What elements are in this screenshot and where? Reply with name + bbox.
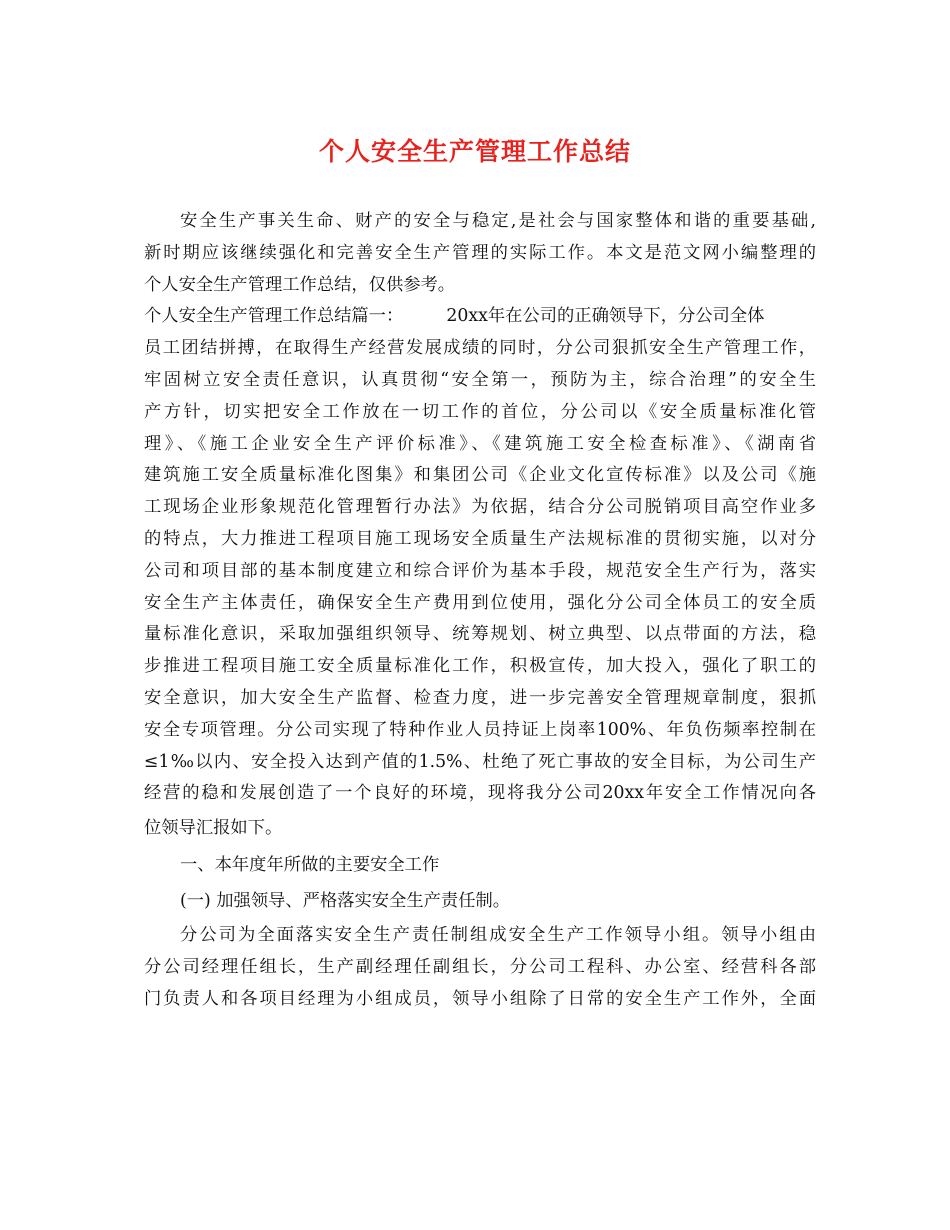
paragraph-line: 经营的稳和发展创造了一个良好的环境，现将我分公司20xx年安全工作情况向各: [144, 783, 816, 804]
document-body: [144, 206, 816, 1015]
paragraph-line: 步推进工程项目施工安全质量标准化工作，积极宣传，加大投入，强化了职工的: [144, 656, 816, 677]
paragraph-line: 的特点，大力推进工程项目施工现场安全质量生产法规标准的贯彻实施，以对分: [144, 528, 816, 549]
paragraph-line: 位领导汇报如下。: [144, 818, 283, 839]
paragraph-line: 门负责人和各项目经理为小组成员，领导小组除了日常的安全生产工作外，全面: [144, 988, 816, 1009]
paragraph-line: 员工团结拼搏，在取得生产经营发展成绩的同时，分公司狠抓安全生产管理工作，: [144, 338, 816, 359]
paragraph-line: 安全专项管理。分公司实现了特种作业人员持证上岗率100%、年负伤频率控制在: [144, 719, 816, 740]
section-heading-line: 个人安全生产管理工作总结篇一： 20xx年在公司的正确领导下，分公司全体: [144, 306, 765, 327]
paragraph-line: 工现场企业形象规范化管理暂行办法》为依据，结合分公司脱销项目高空作业多: [144, 497, 816, 518]
paragraph-line: 量标准化意识，采取加强组织领导、统筹规划、树立典型、以点带面的方法，稳: [144, 624, 816, 645]
paragraph-line: 新时期应该继续强化和完善安全生产管理的实际工作。本文是范文网小编整理的: [144, 242, 816, 263]
paragraph-line: 理》、《施工企业安全生产评价标准》、《建筑施工安全检查标准》、《湖南省: [144, 433, 816, 454]
paragraph-line: 牢固树立安全责任意识，认真贯彻“安全第一，预防为主，综合治理”的安全生: [144, 369, 816, 390]
paragraph-line: 安全生产主体责任，确保安全生产费用到位使用，强化分公司全体员工的安全质: [144, 592, 816, 613]
subsection-heading: (一) 加强领导、严格落实安全生产责任制。: [180, 891, 511, 912]
paragraph-line: 建筑施工安全质量标准化图集》和集团公司《企业文化宣传标准》以及公司《施: [144, 465, 816, 486]
paragraph-line: 安全意识，加大安全生产监督、检查力度，进一步完善安全管理规章制度，狠抓: [144, 687, 816, 708]
paragraph-line: 安全生产事关生命、财产的安全与稳定,是社会与国家整体和谐的重要基础,: [180, 211, 816, 231]
paragraph-line: 个人安全生产管理工作总结，仅供参考。: [144, 274, 456, 295]
document-title: 个人安全生产管理工作总结: [318, 137, 631, 166]
paragraph-line: ≤1‰以内、安全投入达到产值的1.5%、杜绝了死亡事故的安全目标，为公司生产: [144, 751, 816, 772]
paragraph-line: 产方针，切实把安全工作放在一切工作的首位，分公司以《安全质量标准化管: [144, 401, 816, 422]
paragraph-line: 分公司为全面落实安全生产责任制组成安全生产工作领导小组。领导小组由: [180, 924, 816, 945]
section-heading: 一、本年度年所做的主要安全工作: [180, 854, 440, 875]
paragraph-line: 公司和项目部的基本制度建立和综合评价为基本手段，规范安全生产行为，落实: [144, 560, 816, 581]
paragraph-line: 分公司经理任组长，生产副经理任副组长，分公司工程科、办公室、经营科各部: [144, 956, 816, 977]
